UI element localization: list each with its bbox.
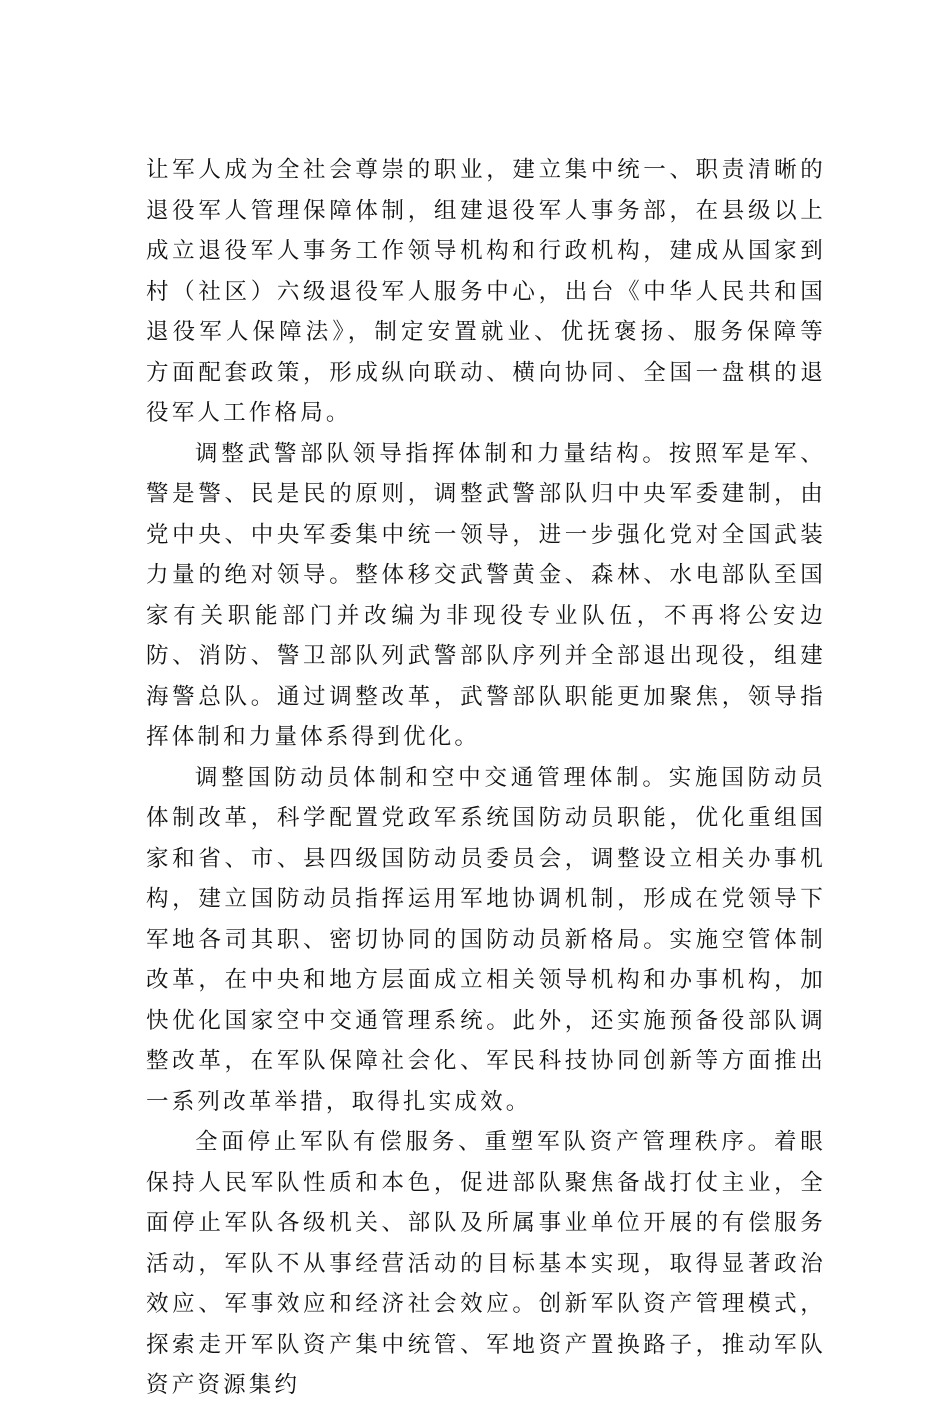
paragraph-continued: 让军人成为全社会尊崇的职业，建立集中统一、职责清晰的退役军人管理保障体制，组建退役军人事务部，在县级以上成立退役军人事务工作领导机构和行政机构，建成从国家到村（社区）六级退役军人服务中心，出台《中华人民共和国退役军人保障法》，制定安置就业、优抚褒扬、服务保障等方面配套政策，形成纵向联动、横向协同、全国一盘棋的退役军人工作格局。 <box>146 157 826 426</box>
paragraph-national-defense-mobilization: 调整国防动员体制和空中交通管理体制。实施国防动员体制改革，科学配置党政军系统国防动员职能，优化重组国家和省、市、县四级国防动员委员会，调整设立相关办事机构，建立国防动员指挥运用军地协调机制，形成在党领导下军地各司其职、密切协同的国防动员新格局。实施空管体制改革，在中央和地方层面成立相关领导机构和办事机构，加快优化国家空中交通管理系统。此外，还实施预备役部队调整改革，在军队保障社会化、军民科技协同创新等方面推出一系列改革举措，取得扎实成效。 <box>146 764 826 1115</box>
paragraph-armed-police-reform: 调整武警部队领导指挥体制和力量结构。按照军是军、警是警、民是民的原则，调整武警部队归中央军委建制，由党中央、中央军委集中统一领导，进一步强化党对全国武装力量的绝对领导。整体移交武警黄金、森林、水电部队至国家有关职能部门并改编为非现役专业队伍，不再将公安边防、消防、警卫部队列武警部队序列并全部退出现役，组建海警总队。通过调整改革，武警部队职能更加聚焦，领导指挥体制和力量体系得到优化。 <box>146 440 826 750</box>
document-body <box>146 150 826 1406</box>
paragraph-paid-services-asset-management: 全面停止军队有偿服务、重塑军队资产管理秩序。着眼保持人民军队性质和本色，促进部队聚焦备战打仗主业，全面停止军队各级机关、部队及所属事业单位开展的有偿服务活动，军队不从事经营活动的目标基本实现，取得显著政治效应、军事效应和经济社会效应。创新军队资产管理模式，探索走开军队资产集中统管、军地资产置换路子，推动军队资产资源集约 <box>146 1129 826 1398</box>
